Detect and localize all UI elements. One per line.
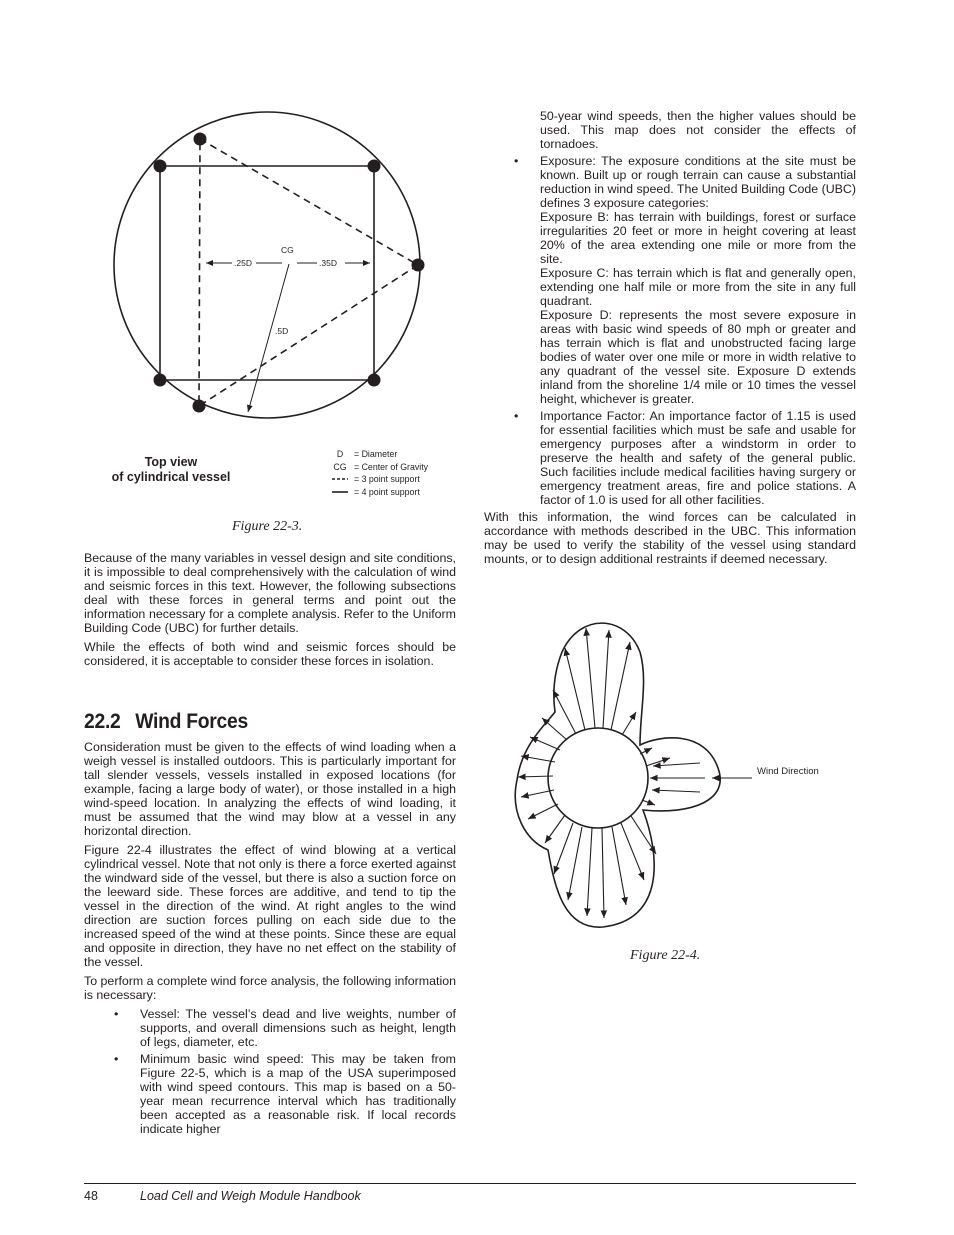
legend-symbol: CG [333, 461, 347, 472]
figure-22-4-diagram [500, 615, 840, 935]
right-column [484, 109, 856, 571]
cg-label: CG [281, 245, 294, 255]
bullet: • [114, 1052, 119, 1066]
footer-title: Load Cell and Weigh Module Handbook [140, 1189, 361, 1203]
bullet: • [514, 154, 519, 168]
section-heading [84, 710, 248, 734]
figure-title-line2: of cylindrical vessel [111, 469, 231, 484]
section-title: Wind Forces [135, 710, 248, 733]
exposure-b: Exposure B: has terrain with buildings, forest or surface irregularities 20 feet or more in height covering at least 20% of the area extending one mile or more from the site. [540, 210, 856, 266]
solid-line-swatch [330, 489, 350, 495]
list-item-continuation [484, 109, 856, 151]
body-paragraph: Consideration must be given to the effects of wind loading when a weigh vessel is installed outdoors. This is particularly important for tall slender vessels, vessels installed in exposed locations (for example, facing a large body of water), or those installed in a high wind-speed location. In analyzing the effects of wind loading, it must be assumed that the wind may blow at a vessel in any horizontal direction. [84, 740, 456, 838]
wind-direction-label: Wind Direction [757, 766, 819, 777]
legend-row [326, 473, 476, 486]
support-point [368, 160, 381, 173]
page-number: 48 [84, 1189, 98, 1203]
support-point [154, 374, 167, 387]
legend-text: = 4 point support [354, 486, 420, 497]
legend-symbol: D [336, 449, 344, 459]
legend-row [326, 486, 476, 499]
section-number: 22.2 [84, 710, 121, 733]
figure-22-3-diagram [100, 110, 440, 420]
exposure-intro: Exposure: The exposure conditions at the site must be known. Built up or rough terrain can cause a substantial reduction in wind speed. The United Building Code (UBC) defines 3 exposure categories: [540, 154, 856, 210]
dim-35d-label: .35D [319, 258, 337, 268]
support-point [368, 374, 381, 387]
figure-title-line1: Top view [144, 455, 198, 469]
body-paragraph: Figure 22-4 illustrates the effect of wind blowing at a vertical cylindrical vessel. Note that not only is there a force exerted against the windward side of the vessel, but there is also a suction force on the leeward side. These forces are additive, and tend to tip the vessel in the direction of the wind. At right angles to the wind direction are suction forces pulling on each side due to the increased speed of the wind at these points. Since these are equal and opposite in direction, they have no net effect on the stability of the vessel. [84, 843, 456, 969]
figure-22-3-title [100, 455, 242, 484]
exposure-c: Exposure C: has terrain which is flat and generally open, extending one half mile or more from the site in any full quadrant. [540, 266, 856, 308]
legend-text: = Center of Gravity [354, 461, 429, 472]
figure-22-3-caption: Figure 22-3. [232, 519, 303, 534]
legend-text: = 3 point support [354, 474, 420, 484]
legend-row [326, 461, 476, 474]
support-point [154, 160, 167, 173]
support-point [194, 133, 207, 146]
body-paragraph: To perform a complete wind force analysis, the following information is necessary: [84, 974, 456, 1002]
left-column [84, 551, 456, 673]
list-item [514, 409, 856, 507]
figure-22-3-legend [326, 448, 476, 498]
legend-row [326, 448, 476, 461]
figure-22-4-caption: Figure 22-4. [630, 948, 701, 963]
list-item-text: Importance Factor: An importance factor of 1.15 is used for essential facilities which must be safe and usable for emergency purposes after a windstorm in order to preserve the health and safety of the general public. Such facilities include medical facilities having surgery or emergency treatment areas, fire and police stations. A factor of 1.0 is used for all other facilities. [540, 409, 856, 507]
dashed-line-swatch [330, 476, 350, 482]
bullet: • [514, 409, 519, 423]
support-point [412, 259, 425, 272]
bullet: • [114, 1007, 119, 1021]
wind-forces-body [84, 740, 456, 1139]
closing-paragraph: With this information, the wind forces can be calculated in accordance with methods described in the UBC. This information may be used to verify the stability of the vessel using standard mounts, or to design additional restraints if deemed necessary. [484, 510, 856, 566]
list-item [514, 154, 856, 406]
dim-5d-label: .5D [275, 326, 289, 336]
pressure-arrows [650, 763, 752, 792]
list-item [114, 1052, 456, 1136]
list-item-text: Minimum basic wind speed: This may be taken from Figure 22-5, which is a map of the USA superimposed with wind speed contours. This map is based on a 50-year mean recurrence interval which has traditionally been accepted as a reasonable risk. If local records indicate higher [140, 1052, 456, 1136]
support-point [193, 400, 206, 413]
list-item-text: 50-year wind speeds, then the higher values should be used. This map does not consider the effects of tornadoes. [540, 109, 856, 151]
legend-text: = Diameter [354, 449, 398, 459]
intro-paragraph: Because of the many variables in vessel design and site conditions, it is impossible to deal comprehensively with the calculation of wind and seismic forces in this text. However, the following subsections deal with these forces in general terms and point out the information necessary for a complete analysis. Refer to the Uniform Building Code (UBC) for further details. [84, 551, 456, 635]
exposure-d: Exposure D: represents the most severe exposure in areas with basic wind speeds of 80 mph or greater and has terrain which is flat and unobstructed facing large bodies of water over one mile or more in width relative to any quadrant of the vessel site. Exposure D extends inland from the shoreline 1/4 mile or 10 times the vessel height, whichever is greater. [540, 308, 856, 406]
intro-paragraph: While the effects of both wind and seismic forces should be considered, it is acceptable to consider these forces in isolation. [84, 640, 456, 668]
list-item-text: Vessel: The vessel’s dead and live weights, number of supports, and overall dimensions such as height, length of legs, diameter, etc. [140, 1007, 456, 1049]
footer-rule [84, 1183, 856, 1184]
list-item [114, 1007, 456, 1049]
dim-25d-label: .25D [234, 258, 252, 268]
